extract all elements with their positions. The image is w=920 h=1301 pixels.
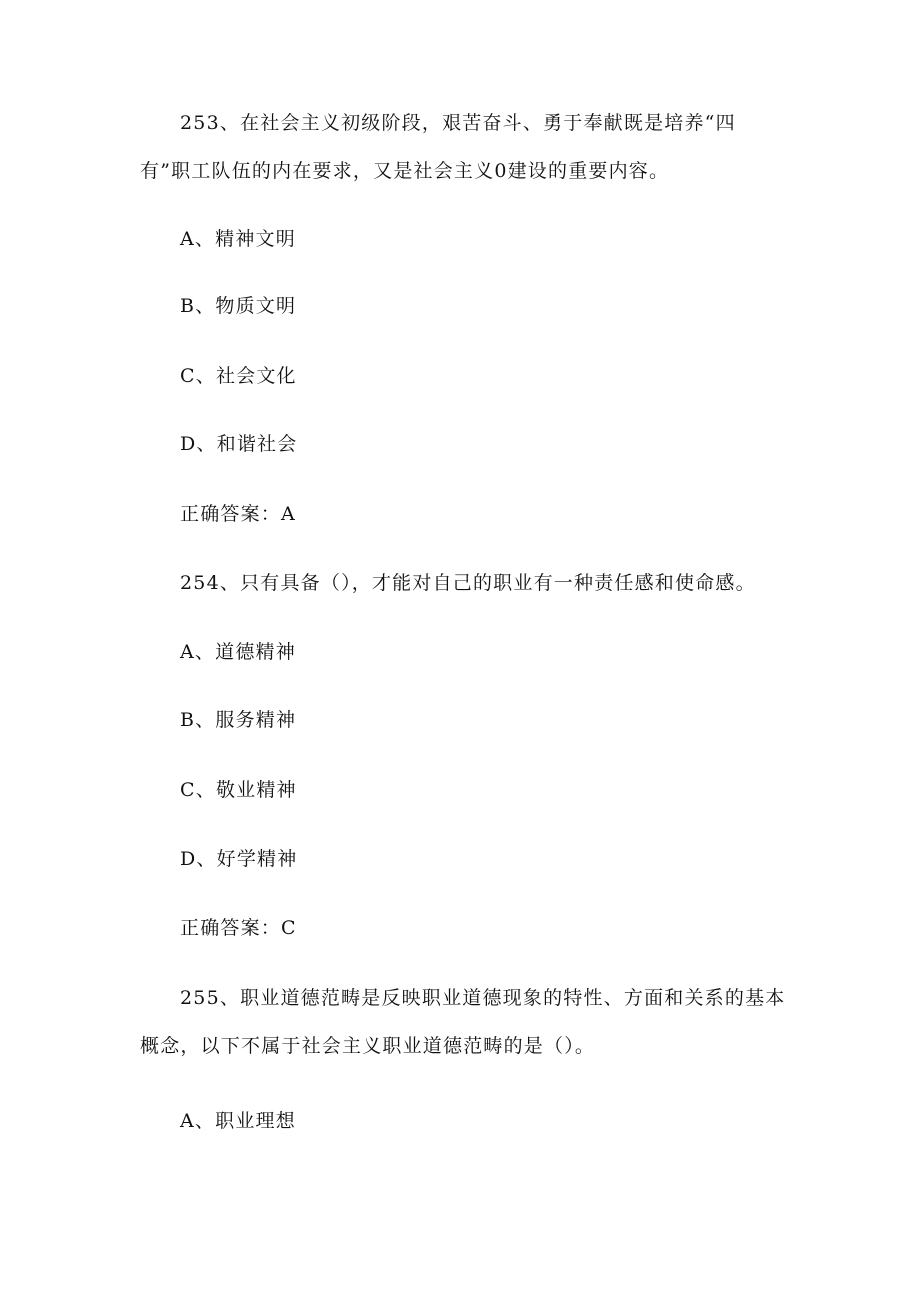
question-253-answer: 正确答案：A: [180, 503, 296, 525]
question-253-option-a: A、精神文明: [180, 228, 296, 250]
question-254-option-a: A、道德精神: [180, 641, 296, 663]
question-253-stem-line2: 有”职工队伍的内在要求，又是社会主义0建设的重要内容。: [140, 160, 670, 182]
question-253-option-d: D、和谐社会: [180, 433, 298, 455]
question-254-answer: 正确答案：C: [180, 917, 297, 939]
question-253-option-c: C、社会文化: [180, 365, 297, 387]
question-255-stem-line1: 255、职业道德范畴是反映职业道德现象的特性、方面和关系的基本: [180, 987, 786, 1009]
question-253-option-b: B、物质文明: [180, 295, 297, 317]
question-253-stem-line1: 253、在社会主义初级阶段，艰苦奋斗、勇于奉献既是培养“四: [180, 112, 736, 134]
question-254-option-b: B、服务精神: [180, 709, 297, 731]
question-255-stem-line2: 概念，以下不属于社会主义职业道德范畴的是（）。: [140, 1035, 596, 1057]
question-255-option-a: A、职业理想: [180, 1110, 296, 1132]
question-254-option-d: D、好学精神: [180, 848, 298, 870]
question-254-option-c: C、敬业精神: [180, 779, 297, 801]
question-254-stem-line1: 254、只有具备（），才能对自己的职业有一种责任感和使命感。: [180, 572, 756, 594]
